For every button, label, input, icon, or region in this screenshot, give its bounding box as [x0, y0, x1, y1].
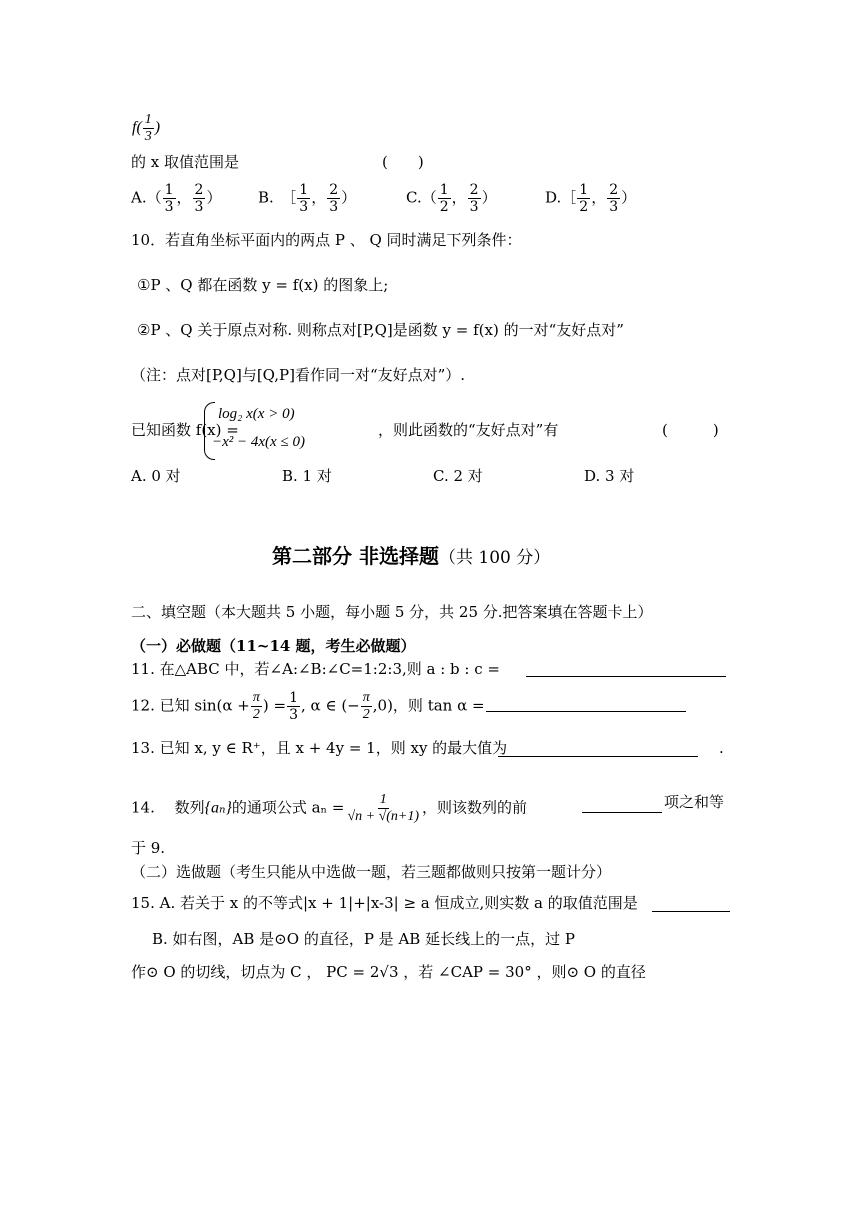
frac-den: 2: [439, 199, 449, 215]
frac-num: π: [362, 690, 370, 705]
q12-answer-blank[interactable]: [486, 697, 686, 712]
q12-part-d: ,0)，则 tan α =: [372, 696, 485, 715]
frac-num: 2: [194, 182, 204, 198]
q10-given: 已知函数 f(x) =: [131, 421, 239, 439]
frac-den: 3: [164, 199, 174, 215]
q12-part-a: 12. 已知 sin(α +: [131, 696, 250, 715]
piecewise-brace: [204, 402, 215, 460]
frac-num: 1: [379, 792, 387, 807]
option-close: ）: [481, 188, 497, 207]
frac-num: 1: [579, 182, 589, 198]
part-two-score: （共 100 分）: [438, 548, 551, 568]
q14-tail: 于 9.: [131, 839, 166, 857]
q10-note: （注：点对[P,Q]与[Q,P]看作同一对“友好点对”）.: [131, 366, 466, 384]
q12-part-c: , α ∈ (−: [301, 696, 360, 715]
frac-den: √n + √(n+1): [347, 809, 420, 824]
q9-fraction: [143, 112, 154, 145]
q9-f-prefix: f(: [132, 119, 142, 137]
q10-option-d: D. 3 对: [584, 467, 635, 485]
q9-frac-den: 3: [144, 129, 152, 144]
q14-part-d: 项之和等: [664, 793, 725, 811]
option-close: ）: [341, 188, 357, 207]
q11: 11. 在△ABC 中，若∠A:∠B:∠C=1:2:3,则 a : b : c =: [131, 660, 500, 678]
q10-ask: ，则此函数的“友好点对”有: [378, 421, 559, 439]
q10-condition-2: ②P 、Q 关于原点对称. 则称点对[P,Q]是函数 y = f(x) 的一对“友好点对”: [137, 321, 624, 339]
frac-num: π: [252, 690, 260, 705]
q14-answer-blank[interactable]: [582, 798, 662, 813]
q15-b-line-2: 作⊙ O 的切线，切点为 C ， PC = 2√3 ，若 ∠CAP = 30° ，则⊙ O 的直径: [131, 963, 646, 981]
frac-den: 3: [469, 199, 479, 215]
frac-den: 3: [299, 199, 309, 215]
frac-den: 2: [579, 199, 589, 215]
q14: [131, 792, 527, 825]
q10-option-a: A. 0 对: [131, 467, 181, 485]
q9-option-d: D.［ $\frac{1}{2}$ ， $\frac{2}{3}$ ）: [545, 182, 637, 215]
q9-frac-num: 1: [144, 112, 152, 127]
frac-num: 1: [289, 690, 299, 706]
q14-part-a: 14. 数列: [131, 798, 205, 817]
frac-num: 1: [299, 182, 309, 198]
q12-part-b: ) =: [262, 696, 287, 715]
q10-answer-paren: ( ): [662, 421, 719, 439]
frac-num: 2: [609, 182, 619, 198]
q11-answer-blank[interactable]: [526, 662, 726, 677]
q9-option-a: A.（ $\frac{1}{3}$ ， $\frac{2}{3}$ ）: [131, 182, 222, 215]
q14-part-c: ，则该数列的前: [422, 798, 528, 817]
frac-den: 3: [329, 199, 339, 215]
option-label: C.（: [406, 188, 437, 207]
frac-num: 1: [164, 182, 174, 198]
option-label: A.（: [131, 188, 162, 207]
elective-subsection: （二）选做题（考生只能从中选做一题，若三题都做则只按第一题计分）: [131, 863, 612, 881]
q13-answer-blank[interactable]: [498, 742, 698, 757]
frac-num: 1: [439, 182, 449, 198]
part-two-title: 第二部分 非选择题: [272, 544, 439, 568]
q10-condition-1: ①P 、Q 都在函数 y = f(x) 的图象上;: [137, 276, 389, 294]
section-two-title: 二、填空题（本大题共 5 小题，每小题 5 分，共 25 分.把答案填在答题卡上）: [131, 603, 653, 621]
q10-piece-2: −x² − 4x(x ≤ 0): [212, 434, 305, 450]
option-close: ）: [621, 188, 637, 207]
frac-num: 2: [469, 182, 479, 198]
q10-stem: 10．若直角坐标平面内的两点 P 、 Q 同时满足下列条件：: [131, 231, 522, 249]
part-two-heading: [272, 543, 550, 571]
q14-sequence: {aₙ}: [204, 799, 232, 817]
option-label: D.［: [545, 188, 577, 207]
q10-piece-1: log₂ x(x > 0): [218, 406, 295, 422]
frac-den: 2: [362, 707, 370, 722]
q10-option-b: B. 1 对: [282, 467, 332, 485]
q9-answer-paren: ( ): [382, 153, 424, 171]
q9-line: 的 x 取值范围是: [131, 153, 239, 171]
frac-den: 3: [194, 199, 204, 215]
option-close: ）: [206, 188, 222, 207]
q15-a-answer-blank[interactable]: [652, 897, 730, 912]
q12: [131, 690, 485, 723]
option-label: B. ［: [258, 188, 297, 207]
q13-end: .: [719, 739, 724, 757]
q9-function-expression: [132, 112, 160, 145]
q14-part-b: 的通项公式 aₙ =: [231, 798, 345, 817]
q9-f-close: ): [154, 119, 161, 137]
frac-den: 3: [609, 199, 619, 215]
required-subsection: （一）必做题（11~14 题，考生必做题）: [131, 637, 416, 655]
q13: 13. 已知 x, y ∈ R⁺，且 x + 4y = 1，则 xy 的最大值为: [131, 739, 508, 757]
q9-option-c: C.（ $\frac{1}{2}$ ， $\frac{2}{3}$ ）: [406, 182, 497, 215]
frac-den: 3: [289, 707, 299, 723]
frac-num: 2: [329, 182, 339, 198]
q15-b-line-1: B. 如右图，AB 是⊙O 的直径，P 是 AB 延长线上的一点，过 P: [152, 930, 575, 948]
frac-den: 2: [252, 707, 260, 722]
q9-option-b: B. ［ $\frac{1}{3}$ ， $\frac{2}{3}$ ）: [258, 182, 357, 215]
q15-a: 15. A. 若关于 x 的不等式|x + 1|+|x-3| ≥ a 恒成立,则实数 a 的取值范围是: [131, 894, 638, 912]
q10-option-c: C. 2 对: [433, 467, 483, 485]
